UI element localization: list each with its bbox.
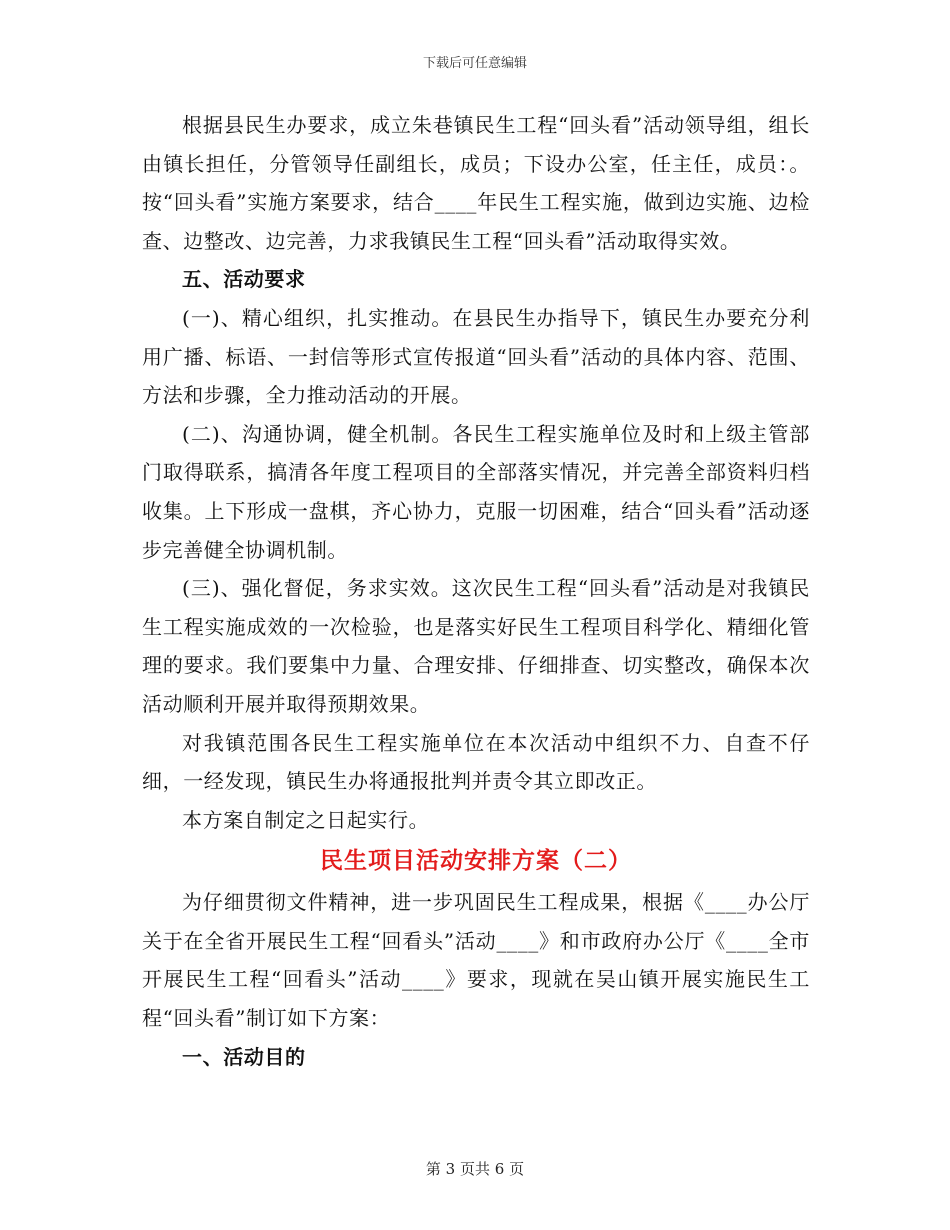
paragraph-intro: 为仔细贯彻文件精神，进一步巩固民生工程成果，根据《____办公厅关于在全省开展民生工程“回看头”活动____》和市政府办公厅《____全市开展民生工程“回看头”活动____》要求，现就在吴山镇开展实施民生工程“回头看”制订如下方案： <box>142 890 810 1031</box>
paragraph-requirement-1: (一)、精心组织，扎实推动。在县民生办指导下，镇民生办要充分利用广播、标语、一封信等形式宣传报道“回头看”活动的具体内容、范围、方法和步骤，全力推动活动的开展。 <box>142 305 810 408</box>
paragraph-leadership-group: 根据县民生办要求，成立朱巷镇民生工程“回头看”活动领导组，组长由镇长担任，分管领导任副组长，成员；下设办公室，任主任，成员：。按“回头看”实施方案要求，结合____年民生工程实施，做到边实施、边检查、边整改、边完善，力求我镇民生工程“回头看”活动取得实效。 <box>142 113 810 253</box>
paragraph-accountability: 对我镇范围各民生工程实施单位在本次活动中组织不力、自查不仔细，一经发现，镇民生办将通报批判并责令其立即改正。 <box>142 730 810 794</box>
section-heading-requirements: 五、活动要求 <box>182 267 306 292</box>
page-header: 下载后可任意编辑 <box>422 56 527 71</box>
paragraph-effective-date: 本方案自制定之日起实行。 <box>182 807 430 832</box>
section-heading-purpose: 一、活动目的 <box>182 1044 306 1069</box>
document-body <box>142 106 810 1076</box>
paragraph-requirement-2: (二)、沟通协调，健全机制。各民生工程实施单位及时和上级主管部门取得联系，搞清各年度工程项目的全部落实情况，并完善全部资料归档收集。上下形成一盘棋，齐心协力，克服一切困难，结合“回头看”活动逐步完善健全协调机制。 <box>142 421 810 562</box>
page-footer: 第 3 页共 6 页 <box>425 1160 525 1178</box>
paragraph-requirement-3: (三)、强化督促，务求实效。这次民生工程“回头看”活动是对我镇民生工程实施成效的一次检验，也是落实好民生工程项目科学化、精细化管理的要求。我们要集中力量、合理安排、仔细排查、切实整改，确保本次活动顺利开展并取得预期效果。 <box>142 576 810 716</box>
document-title-2: 民生项目活动安排方案（二） <box>320 847 632 875</box>
